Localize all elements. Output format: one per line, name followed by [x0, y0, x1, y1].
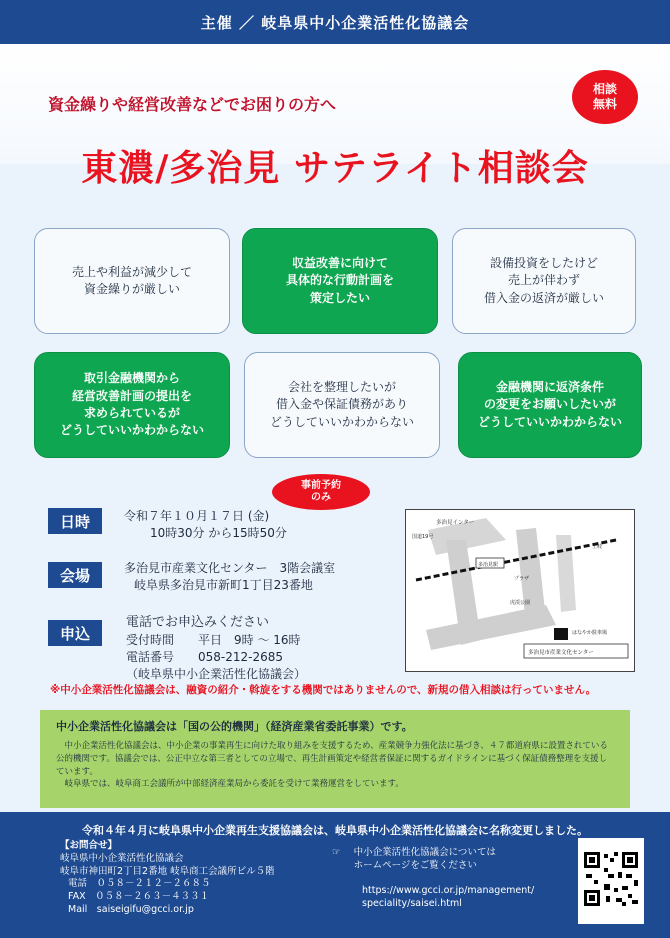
free-consultation-badge — [572, 70, 638, 124]
concern-1-line-2: 資金繰りが厳しい — [83, 282, 180, 296]
concern-6-line-2: の変更をお願いしたいが — [483, 397, 616, 412]
reserve-line-2: のみ — [311, 492, 331, 503]
venue-address: 岐阜県多治見市新町1丁目23番地 — [134, 577, 313, 592]
about-paragraph-2: 岐阜県では、岐阜商工会議所が中部経済産業局から委託を受けて業務運営をしています。 — [64, 779, 404, 790]
lead-text: 資金繰りや経営改善などでお困りの方へ — [48, 95, 337, 114]
concern-4-line-4: どうしていいかわからない — [59, 423, 204, 438]
homepage-url[interactable] — [362, 884, 534, 911]
about-paragraph-1: 中小企業活性化協議会は、中小企業の事業再生に向けた取り組みを支援するため、産業競争力強化法に基づき、４７都道府県に設置されている公的機関です。協議会では、公正中立な第三者としての立場で、再生計画策定や経営者保証に関するガイドラインに基づく保証債務整理を支援しています。 — [56, 741, 608, 777]
concern-6-line-1: 金融機関に返済条件 — [495, 379, 604, 394]
concern-5-line-1: 会社を整理したいが — [287, 379, 396, 394]
url-line-1[interactable]: https://www.gcci.or.jp/management/ — [362, 885, 535, 896]
event-date: 令和７年１０月１７日 (金) — [124, 509, 270, 523]
apply-hours: 受付時間 平日 9時 ～ 16時 — [126, 633, 301, 648]
about-heading: 中小企業活性化協議会は「国の公的機関」（経済産業省委託事業）です。 — [56, 720, 413, 733]
concern-4-line-1: 取引金融機関から — [83, 371, 180, 386]
contact-heading: 【お問合せ】 — [60, 840, 118, 851]
about-panel — [40, 710, 630, 808]
venue-details — [124, 560, 335, 594]
concern-4-line-2: 経営改善計画の提出を — [71, 388, 192, 403]
page-title: 東濃/多治見 サテライト相談会 — [81, 148, 589, 189]
contact-address: 岐阜市神田町2丁目2番地 岐阜商工会議所ビル５階 — [60, 865, 275, 877]
apply-org: （岐阜県中小企業活性化協議会） — [126, 666, 307, 681]
contact-tel: 電話 ０５８－２１２－２６８５ — [68, 878, 211, 890]
qr-code[interactable] — [578, 838, 644, 924]
venue-label: 会場 — [48, 562, 102, 588]
contact-mail: Mail saiseigifu@gcci.or.jp — [68, 904, 194, 916]
map-ic-label: 多治見インター — [436, 520, 475, 526]
apply-label: 申込 — [48, 620, 102, 646]
concern-5-line-2: 借入金や保証債務があり — [275, 397, 408, 412]
map-route-label: 国道19号 — [412, 534, 434, 540]
reservation-only-badge — [272, 474, 370, 510]
concern-6-line-3: どうしていいかわからない — [477, 414, 622, 429]
contact-fax: FAX ０５８－２６３－４３３１ — [68, 891, 210, 903]
footer — [0, 812, 670, 938]
contact-org: 岐阜県中小企業活性化協議会 — [60, 852, 184, 864]
apply-details — [126, 614, 306, 683]
apply-heading: 電話でお申込みください — [126, 615, 270, 630]
concern-card-3 — [452, 228, 636, 334]
concern-card-1 — [34, 228, 230, 334]
qr-code-icon — [578, 838, 644, 924]
concern-card-6 — [458, 352, 642, 458]
badge-line-2: 無料 — [592, 97, 617, 111]
badge-line-1: 相談 — [592, 82, 617, 96]
concern-2-line-2: 具体的な行動計画を — [285, 273, 394, 288]
map-venue-label: 多治見市産業文化センター — [528, 650, 594, 656]
disclaimer-text: ※中小企業活性化協議会は、融資の紹介・斡旋をする機関ではありませんので、新規の借入相談は行っていません。 — [50, 684, 597, 696]
organizer-text: 主催 ／ 岐阜県中小企業活性化協議会 — [200, 13, 470, 32]
reserve-line-1: 事前予約 — [301, 480, 341, 491]
homepage-line-1: 中小企業活性化協議会については — [353, 847, 496, 858]
organizer-banner — [0, 0, 670, 44]
concern-3-line-2: 売上が伴わず — [507, 273, 580, 288]
map-parking-label: はなやか駐車場 — [572, 630, 608, 636]
pointing-hand-icon: ☞ — [332, 847, 341, 858]
map-park-label: 虎渓公園 — [510, 600, 531, 606]
concern-1-line-1: 売上や利益が減少して — [71, 264, 192, 279]
map-station-label: 多治見駅 — [478, 562, 499, 568]
map-mall-label: 土岐 — [592, 544, 603, 550]
concern-card-2 — [242, 228, 438, 334]
apply-phone: 電話番号 058-212-2685 — [126, 649, 284, 664]
concern-card-4 — [34, 352, 230, 458]
schedule-details — [124, 508, 287, 542]
homepage-line-2: ホームページをご覧ください — [353, 860, 477, 872]
map-drawing — [406, 510, 633, 670]
venue-name: 多治見市産業文化センター 3階会議室 — [124, 561, 336, 575]
map-plaza-label: プラザ — [514, 576, 530, 582]
venue-map — [405, 509, 635, 672]
concern-3-line-1: 設備投資をしたけど — [489, 255, 598, 270]
event-time: 10時30分 から15時50分 — [150, 525, 287, 540]
concern-5-line-3: どうしていいかわからない — [269, 414, 414, 429]
schedule-label: 日時 — [48, 508, 102, 534]
url-line-2[interactable]: speciality/saisei.html — [362, 898, 462, 910]
contact-block — [60, 840, 275, 917]
concern-card-5 — [244, 352, 440, 458]
rename-notice: 令和４年４月に岐阜県中小企業再生支援協議会は、岐阜県中小企業活性化協議会に名称変更しました。 — [82, 824, 588, 837]
concern-2-line-1: 収益改善に向けて — [291, 255, 388, 270]
concern-4-line-3: 求められているが — [83, 406, 180, 420]
concern-3-line-3: 借入金の返済が厳しい — [483, 290, 604, 305]
homepage-note — [332, 846, 496, 873]
concern-2-line-3: 策定したい — [309, 290, 370, 305]
